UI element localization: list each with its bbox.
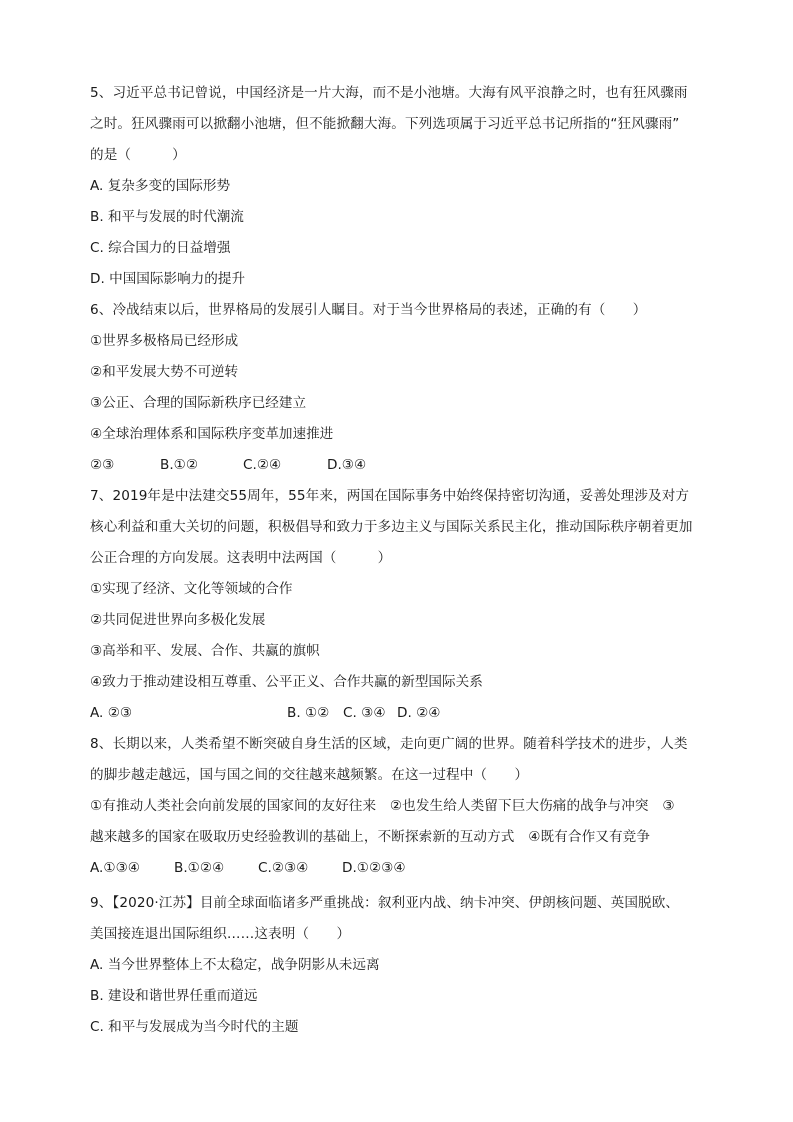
q8-option-b: B.①②④: [174, 860, 225, 876]
q7-statement-4: ④致力于推动建设相互尊重、公平正义、合作共赢的新型国际关系: [90, 674, 483, 690]
q9-stem-line-2: 美国接连退出国际组织……这表明（ ）: [90, 926, 351, 942]
q5-option-a: A. 复杂多变的国际形势: [90, 178, 231, 194]
q6-option-b: B.①②: [160, 457, 199, 473]
q7-stem-line-3: 公正合理的方向发展。这表明中法两国（ ）: [90, 550, 392, 566]
q5-option-b: B. 和平与发展的时代潮流: [90, 209, 244, 225]
q7-option-d: D. ②④: [397, 705, 441, 721]
q9-option-c: C. 和平与发展成为当今时代的主题: [90, 1019, 299, 1035]
q6-statement-1: ①世界多极格局已经形成: [90, 333, 239, 349]
q6-statement-3: ③公正、合理的国际新秩序已经建立: [90, 395, 307, 411]
q7-option-b: B. ①②: [287, 705, 330, 721]
q5-stem-line-3: 的是（ ）: [90, 147, 186, 163]
q8-option-c: C.②③④: [258, 860, 309, 876]
q7-stem-line-2: 核心利益和重大关切的问题，积极倡导和致力于多边主义与国际关系民主化，推动国际秩序朝着更加: [90, 519, 693, 535]
q6-stem-line-1: 6、冷战结束以后，世界格局的发展引人瞩目。对于当今世界格局的表述，正确的有（ ）: [90, 302, 647, 318]
q7-option-c: C. ③④: [343, 705, 386, 721]
q9-option-a: A. 当今世界整体上不太稳定，战争阴影从未远离: [90, 957, 380, 973]
q9-stem-line-1: 9、【2020·江苏】目前全球面临诸多严重挑战：叙利亚内战、纳卡冲突、伊朗核问题、英国脱欧、: [90, 895, 680, 911]
q6-option-c: C.②④: [243, 457, 282, 473]
q5-stem-line-1: 5、习近平总书记曾说，中国经济是一片大海，而不是小池塘。大海有风平浪静之时，也有狂风骤雨: [90, 85, 688, 101]
q8-option-a: A.①③④: [90, 860, 140, 876]
q7-option-a: A. ②③: [90, 705, 133, 721]
q6-statement-4: ④全球治理体系和国际秩序变革加速推进: [90, 426, 334, 442]
q9-option-b: B. 建设和谐世界任重而道远: [90, 988, 258, 1004]
q5-option-d: D. 中国国际影响力的提升: [90, 271, 246, 287]
q6-option-a: ②③: [90, 457, 115, 473]
q7-statement-1: ①实现了经济、文化等领域的合作: [90, 581, 293, 597]
q6-statement-2: ②和平发展大势不可逆转: [90, 364, 239, 380]
q8-option-d: D.①②③④: [342, 860, 406, 876]
q8-stem-line-3: ①有推动人类社会向前发展的国家间的友好往来 ②也发生给人类留下巨大伤痛的战争与冲突 ③: [90, 798, 675, 814]
q7-statement-3: ③高举和平、发展、合作、共赢的旗帜: [90, 643, 320, 659]
q8-stem-line-4: 越来越多的国家在吸取历史经验教训的基础上，不断探索新的互动方式 ④既有合作又有竞争: [90, 829, 651, 845]
q6-option-d: D.③④: [327, 457, 367, 473]
q7-stem-line-1: 7、2019年是中法建交55周年，55年来，两国在国际事务中始终保持密切沟通，妥善处理涉及对方: [90, 488, 690, 504]
q5-stem-line-2: 之时。狂风骤雨可以掀翻小池塘，但不能掀翻大海。下列选项属于习近平总书记所指的“狂风骤雨”: [90, 116, 680, 132]
q8-stem-line-1: 8、长期以来，人类希望不断突破自身生活的区域，走向更广阔的世界。随着科学技术的进步，人类: [90, 736, 688, 752]
q7-statement-2: ②共同促进世界向多极化发展: [90, 612, 266, 628]
q5-option-c: C. 综合国力的日益增强: [90, 240, 231, 256]
q8-stem-line-2: 的脚步越走越远，国与国之间的交往越来越频繁。在这一过程中（ ）: [90, 767, 529, 783]
